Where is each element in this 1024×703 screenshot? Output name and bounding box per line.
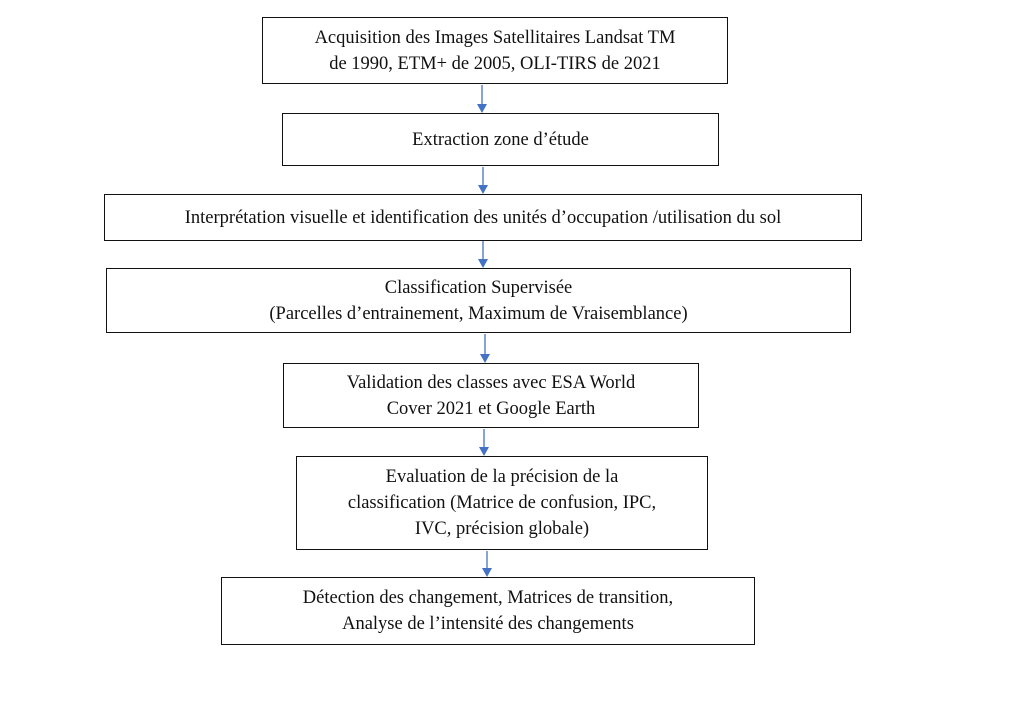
step-interpretation — [104, 194, 862, 241]
arrow-1 — [477, 85, 487, 113]
step-acquisition — [262, 17, 728, 84]
step-validation — [283, 363, 699, 428]
step-text: Evaluation de la précision de la — [385, 467, 619, 487]
step-text: Détection des changement, Matrices de transition, — [302, 588, 674, 608]
step-evaluation — [296, 456, 708, 550]
step-text: Classification Supervisée — [384, 277, 573, 298]
step-text: de 1990, ETM+ de 2005, OLI-TIRS de 2021 — [329, 53, 661, 74]
step-text: Acquisition des Images Satellitaires Landsat TM — [314, 27, 676, 48]
step-text: Interprétation visuelle et identification des unités d’occupation /utilisation du sol — [184, 207, 782, 228]
step-classification — [106, 268, 851, 333]
step-text: Cover 2021 et Google Earth — [386, 398, 596, 419]
step-text: classification (Matrice de confusion, IPC, — [347, 493, 657, 513]
arrow-6 — [482, 551, 492, 577]
arrow-4 — [480, 334, 490, 363]
step-text: Extraction zone d’étude — [412, 129, 589, 150]
step-extraction — [282, 113, 719, 166]
arrow-2 — [478, 167, 488, 194]
step-text: Validation des classes avec ESA World — [346, 372, 636, 393]
step-text: Analyse de l’intensité des changements — [342, 614, 634, 634]
arrow-3 — [478, 241, 488, 268]
step-text: IVC, précision globale) — [414, 519, 590, 539]
arrow-5 — [479, 429, 489, 456]
step-text: (Parcelles d’entrainement, Maximum de Vraisemblance) — [269, 303, 688, 324]
step-detection — [221, 577, 755, 645]
